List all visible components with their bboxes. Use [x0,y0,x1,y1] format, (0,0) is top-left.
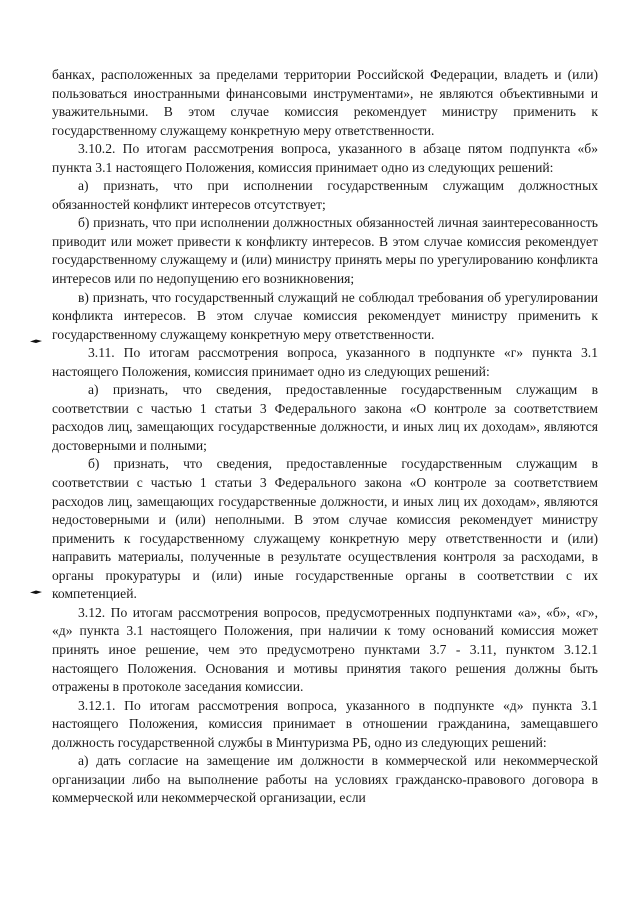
margin-mark-icon [30,339,42,344]
margin-mark-icon [30,590,42,595]
paragraph-3-11: 3.11. По итогам рассмотрения вопроса, указанного в подпункте «г» пункта 3.1 настоящего Положения, комиссия принимает одно из следующих решений: [52,345,598,379]
paragraph-3-10-2-a: а) признать, что при исполнении государственным служащим должностных обязанностей конфликт интересов отсутствует; [52,178,598,212]
paragraph-3-12-1-a: а) дать согласие на замещение им должности в коммерческой или некоммерческой организации либо на выполнение работы на условиях гражданско-правового договора в коммерческой или некоммерческой организации, если [52,753,598,806]
paragraph-3-12: 3.12. По итогам рассмотрения вопросов, предусмотренных подпунктами «а», «б», «г», «д» пункта 3.1 настоящего Положения, при наличии к тому оснований комиссия может принять иное решение, чем это предусмотрено пунктами 3.7 - 3.11, пунктом 3.12.1 настоящего Положения. Основания и мотивы принятия такого решения должны быть отражены в протоколе заседания комиссии. [52,604,598,695]
paragraph-3-12-1: 3.12.1. По итогам рассмотрения вопроса, указанного в подпункте «д» пункта 3.1 настоящего Положения, комиссия принимает в отношении гражданина, замещавшего должность государственной службы в Минтуризма РБ, одно из следующих решений: [52,697,598,750]
paragraph-3-10-2-v: в) признать, что государственный служащий не соблюдал требования об урегулировании конфликта интересов. В этом случае комиссия рекомендует министру применить к государственному служащему конкретную меру ответственности. [52,289,598,342]
document-body [52,66,598,808]
paragraph-continuation: банках, расположенных за пределами территории Российской Федерации, владеть и (или) пользоваться иностранными финансовыми инструментами», не являются объективными и уважительными. В этом случае комиссия рекомендует министру применить к государственному служащему конкретную меру ответственности. [52,67,598,138]
paragraph-3-10-2-b: б) признать, что при исполнении должностных обязанностей личная заинтересованность приводит или может привести к конфликту интересов. В этом случае комиссия рекомендует государственному служащему и (или) министру принять меры по урегулированию конфликта интересов или по недопущению его возникновения; [52,215,598,287]
paragraph-3-11-b: б) признать, что сведения, предоставленные государственным служащим в соответствии с частью 1 статьи 3 Федерального закона «О контроле за соответствием расходов лиц, замещающих государственные должности, и иных лиц их доходам», являются недостоверными и (или) неполными. В этом случае комиссия рекомендует министру применить к государственному служащему конкретную меру ответственности и (или) направить материалы, полученные в результате осуществления контроля за расходами, в органы прокуратуры и (или) иные государственные органы в соответствии с их компетенцией. [52,456,598,602]
paragraph-3-11-a: а) признать, что сведения, предоставленные государственным служащим в соответствии с частью 1 статьи 3 Федерального закона «О контроле за соответствием расходов лиц, замещающих государственные должности, и иных лиц их доходам», являются достоверными и полными; [52,382,598,453]
paragraph-3-10-2: 3.10.2. По итогам рассмотрения вопроса, указанного в абзаце пятом подпункта «б» пункта 3.1 настоящего Положения, комиссия принимает одно из следующих решений: [52,141,598,175]
